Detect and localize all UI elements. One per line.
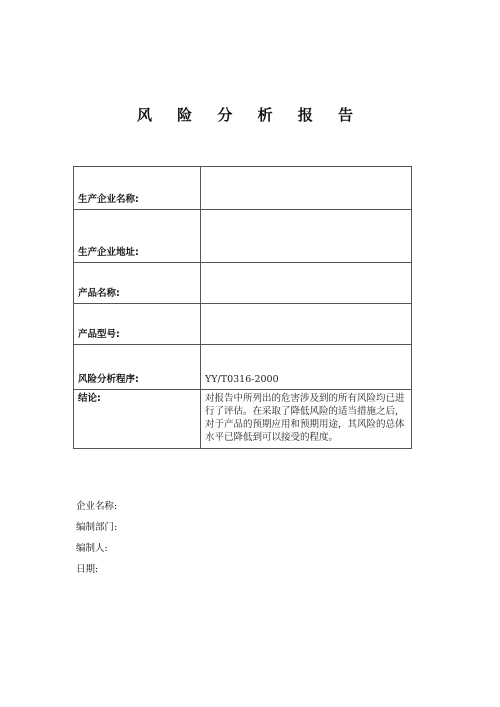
product-model-label: 产品型号: (74, 304, 201, 345)
table-row (74, 210, 412, 263)
report-info-table (73, 166, 412, 449)
manufacturer-name-label: 生产企业名称: (74, 167, 201, 210)
table-row (74, 304, 412, 345)
table-row (74, 345, 412, 390)
manufacturer-address-value (201, 210, 412, 263)
manufacturer-address-label: 生产企业地址: (74, 210, 201, 263)
risk-procedure-value: YY/T0316-2000 (201, 345, 412, 390)
signature-block (76, 496, 117, 580)
conclusion-label: 结论: (74, 390, 201, 449)
product-name-label: 产品名称: (74, 263, 201, 304)
table-row (74, 390, 412, 449)
company-name-label: 企业名称: (76, 501, 118, 512)
product-name-value (201, 263, 412, 304)
product-model-value (201, 304, 412, 345)
report-title: 风 险 分 析 报 告 (136, 106, 364, 124)
date-label: 日期: (76, 564, 99, 575)
manufacturer-name-value (201, 167, 412, 210)
risk-procedure-label: 风险分析程序: (74, 345, 201, 390)
department-label: 编制部门: (76, 522, 118, 533)
conclusion-value: 对报告中所列出的危害涉及到的所有风险均已进行了评估。在采取了降低风险的适当措施之后，对于产品的预期应用和预期用途，其风险的总体水平已降低到可以接受的程度。 (201, 390, 412, 449)
table-row (74, 167, 412, 210)
author-label: 编制人: (76, 543, 108, 554)
table-row (74, 263, 412, 304)
